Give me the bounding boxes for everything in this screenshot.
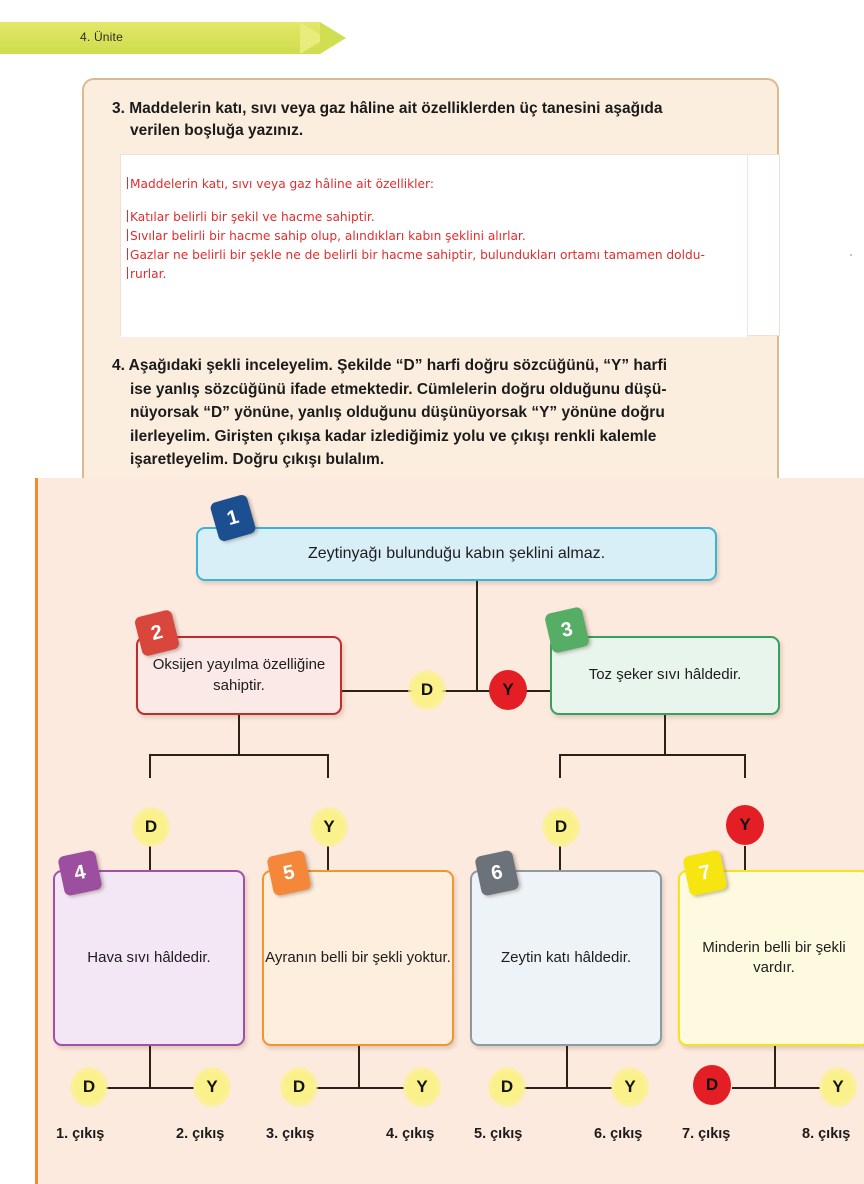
connector-node2-right-stem — [327, 754, 329, 778]
exit-token-5[interactable] — [488, 1067, 526, 1107]
node-badge-3: 3 — [544, 606, 590, 654]
flow-node-6-label: Zeytin katı hâldedir. — [500, 948, 632, 966]
exit-token-2[interactable] — [193, 1067, 231, 1107]
flow-node-5[interactable] — [262, 870, 454, 1046]
question-4-line-2: ise yanlış sözcüğünü ifade etmektedir. Cümlelerin doğru olduğunu düşü- — [130, 380, 667, 398]
branch-token-row2-y2-label: Y — [739, 815, 751, 834]
exit-caption-5: 5. çıkış — [474, 1126, 523, 1142]
exit-caption-1: 1. çıkış — [56, 1126, 105, 1142]
flow-node-3[interactable] — [550, 636, 780, 715]
flow-node-7[interactable] — [678, 870, 864, 1046]
question-4-line-4: ilerleyelim. Girişten çıkışa kadar izlediğimiz yolu ve çıkışı renkli kalemle — [130, 427, 657, 445]
flow-node-5-label: Ayranın belli bir şekli yoktur. — [265, 948, 451, 966]
node-badge-1: 1 — [209, 494, 257, 543]
exit-token-1-label: D — [82, 1077, 96, 1096]
node-badge-7: 7 — [682, 849, 727, 896]
connector-node3-right-stem — [744, 754, 746, 778]
question-3-line-1: Maddelerin katı, sıvı veya gaz hâline ait özelliklerden üç tanesini aşağıda — [129, 100, 663, 117]
node-badge-4: 4 — [57, 849, 102, 896]
question-3-number: 3. — [112, 100, 125, 117]
unit-label: 4. Ünite — [80, 30, 123, 44]
answer-line-3: Gazlar ne belirli bir şekle ne de belirli bir hacme sahiptir, bulundukları ortamı tamamen doldu- — [127, 246, 742, 265]
exit-token-2-label: Y — [206, 1077, 218, 1096]
branch-token-row2-y1[interactable] — [310, 807, 348, 847]
exit-token-4[interactable] — [403, 1067, 441, 1107]
connector-d2-to-node6 — [559, 846, 561, 870]
exit-token-6-label: Y — [624, 1077, 636, 1096]
question-panel — [82, 78, 779, 498]
connector-node3-left-stem — [559, 754, 561, 778]
flow-node-3-label: Toz şeker sıvı hâldedir. — [588, 666, 742, 684]
exit-caption-4: 4. çıkış — [386, 1126, 435, 1142]
branch-token-row2-y1-label: Y — [323, 817, 335, 836]
exit-token-7[interactable] — [693, 1065, 731, 1105]
exit-token-1[interactable] — [70, 1067, 108, 1107]
answer-box-inner — [121, 155, 748, 337]
handwritten-answer — [127, 175, 742, 284]
flowchart-panel — [35, 478, 864, 1184]
connector-y2-to-node7 — [744, 846, 746, 870]
exit-token-3[interactable] — [280, 1067, 318, 1107]
answer-box[interactable] — [120, 154, 780, 336]
exit-token-8-label: Y — [832, 1077, 844, 1096]
connector-exit-bar-2 — [316, 1087, 404, 1089]
answer-line-4: rurlar. — [127, 265, 742, 284]
flow-node-1-label: Zeytinyağı bulunduğu kabın şeklini almaz. — [307, 545, 606, 563]
question-4-line-1: 4. Aşağıdaki şekli inceleyelim. Şekilde “D” harfi doğru sözcüğünü, “Y” harfi — [112, 357, 667, 374]
connector-exit-bar-1 — [106, 1087, 194, 1089]
exit-token-7-label: D — [705, 1075, 719, 1094]
flow-node-6[interactable] — [470, 870, 662, 1046]
branch-token-row2-d1[interactable] — [132, 807, 170, 847]
exit-token-3-label: D — [292, 1077, 306, 1096]
connector-node5-exit-stem — [358, 1046, 360, 1088]
connector-exit-bar-3 — [524, 1087, 612, 1089]
branch-token-row1-d-label: D — [420, 680, 434, 699]
connector-node2-branch-bar — [149, 754, 328, 756]
connector-node4-exit-stem — [149, 1046, 151, 1088]
exit-caption-8: 8. çıkış — [802, 1126, 851, 1142]
answer-line-1: Katılar belirli bir şekil ve hacme sahiptir. — [127, 208, 742, 227]
branch-token-row1-y[interactable] — [489, 670, 527, 710]
connector-node3-branch-bar — [559, 754, 745, 756]
question-3-line-2: verilen boşluğa yazınız. — [130, 122, 304, 140]
answer-spacer — [127, 194, 742, 208]
connector-exit-bar-4 — [732, 1087, 820, 1089]
question-4-prompt — [112, 354, 767, 472]
exit-token-8[interactable] — [819, 1067, 857, 1107]
branch-token-row2-y2[interactable] — [726, 805, 764, 845]
flow-node-4-label: Hava sıvı hâldedir. — [87, 948, 211, 966]
exit-token-5-label: D — [500, 1077, 514, 1096]
connector-d1-to-node4 — [149, 846, 151, 870]
exit-caption-2: 2. çıkış — [176, 1126, 225, 1142]
node-badge-6: 6 — [474, 849, 519, 896]
node-badge-5: 5 — [266, 849, 311, 896]
connector-y1-to-node5 — [327, 846, 329, 870]
flow-node-1[interactable] — [196, 527, 717, 581]
unit-tab-arrow — [320, 22, 346, 54]
node-badge-2: 2 — [134, 609, 181, 657]
exit-token-6[interactable] — [611, 1067, 649, 1107]
branch-token-row1-d[interactable] — [408, 670, 446, 710]
branch-token-row2-d2-label: D — [554, 817, 568, 836]
branch-token-row2-d2[interactable] — [542, 807, 580, 847]
connector-node3-down — [664, 715, 666, 755]
connector-node7-exit-stem — [774, 1046, 776, 1088]
exit-token-4-label: Y — [416, 1077, 428, 1096]
exit-caption-6: 6. çıkış — [594, 1126, 643, 1142]
connector-node2-down — [238, 715, 240, 755]
connector-node2-left-stem — [149, 754, 151, 778]
connector-node1-down — [476, 581, 478, 691]
flow-node-7-label: Minderin belli bir şekli vardır. — [702, 938, 846, 976]
flow-node-4[interactable] — [53, 870, 245, 1046]
answer-line-2: Sıvılar belirli bir hacme sahip olup, alındıkları kabın şeklini alırlar. — [127, 227, 742, 246]
exit-caption-7: 7. çıkış — [682, 1126, 731, 1142]
unit-tab — [0, 22, 320, 54]
question-4-line-3: nüyorsak “D” yönüne, yanlış olduğunu düşünüyorsak “Y” yönüne doğru — [130, 404, 665, 422]
page-artifact-dot — [850, 254, 852, 256]
branch-token-row2-d1-label: D — [144, 817, 158, 836]
connector-node6-exit-stem — [566, 1046, 568, 1088]
question-3-prompt — [112, 98, 762, 143]
answer-heading: Maddelerin katı, sıvı veya gaz hâline ait özellikler: — [127, 175, 742, 194]
branch-token-row1-y-label: Y — [502, 680, 514, 699]
flow-node-2-label: Oksijen yayılma özelliğine sahiptir. — [152, 656, 326, 694]
question-4-line-5: işaretleyelim. Doğru çıkışı bulalım. — [130, 451, 385, 469]
exit-caption-3: 3. çıkış — [266, 1126, 315, 1142]
